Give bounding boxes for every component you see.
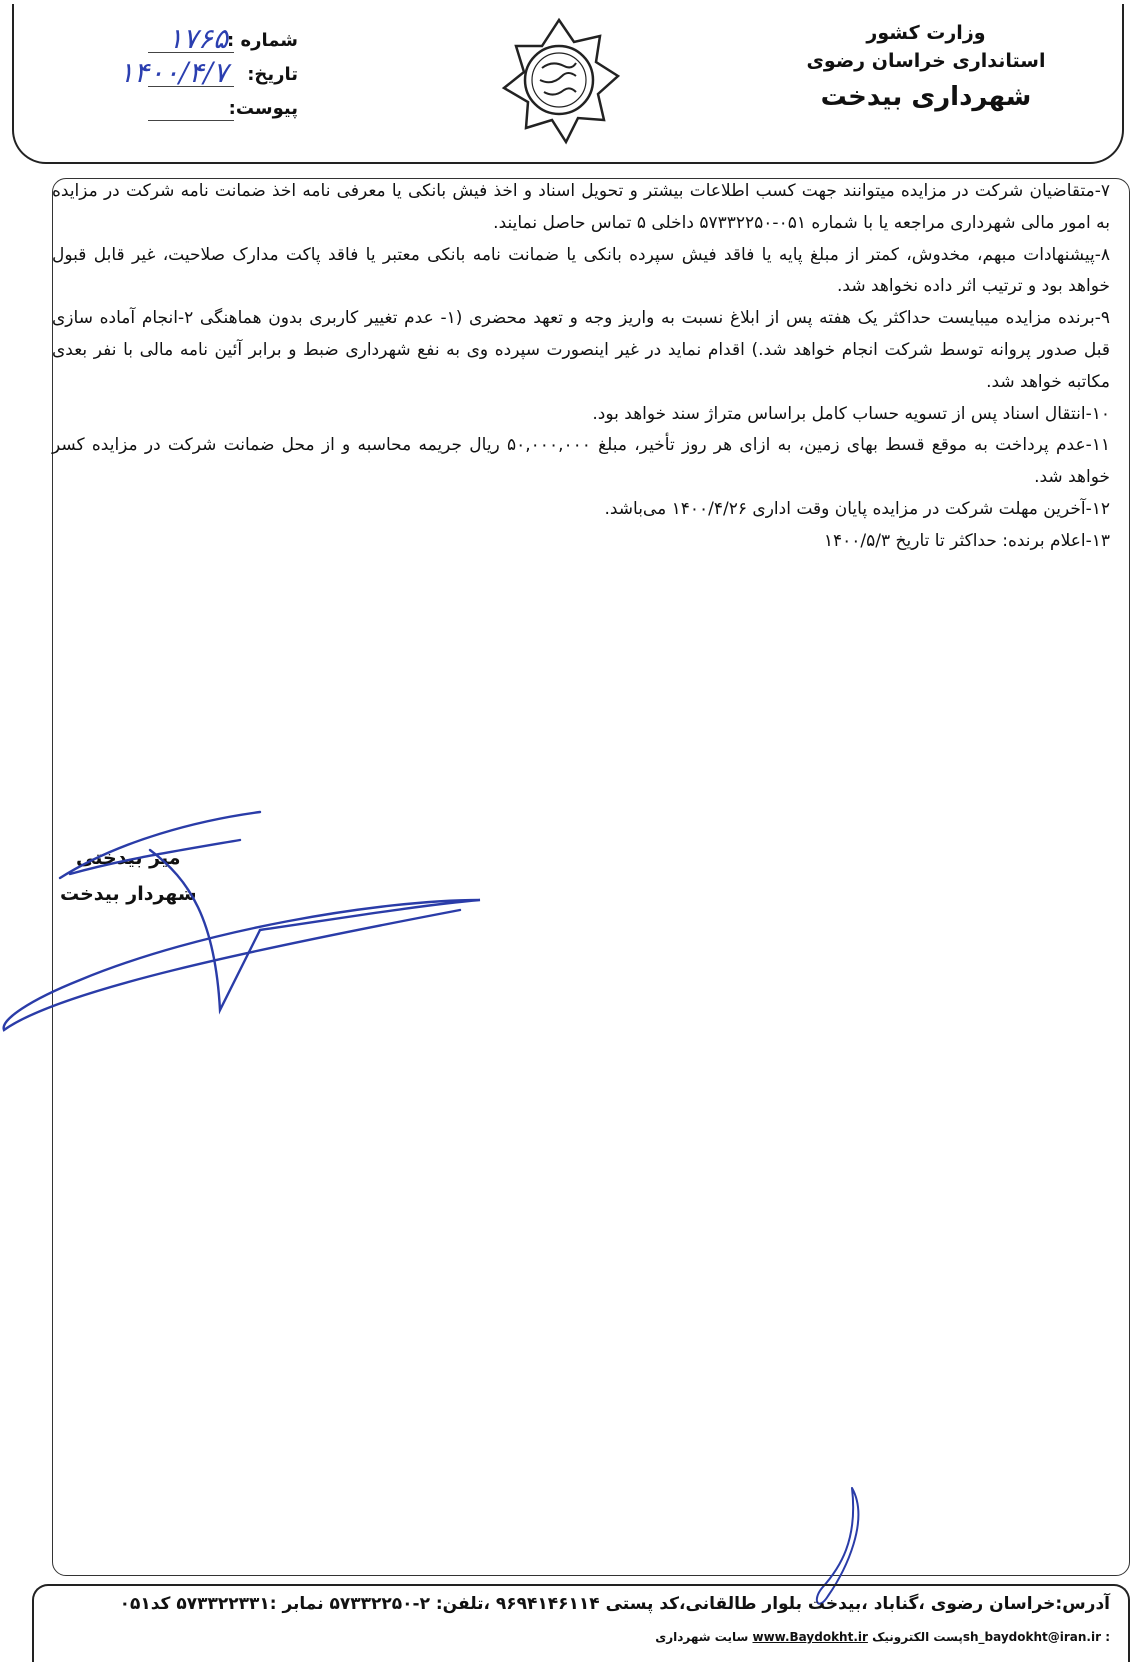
clause-9: ۹-برنده مزایده میبایست حداکثر یک هفته پس از ابلاغ نسبت به واریز وجه و تعهد محضری (۱- عدم تغییر کاربری بدون هماهنگی ۲-انجام آماده سازی قبل صدور پروانه توسط شرکت انجام خواهد شد.) اقدام نماید در غیر اینصورت سپرده وی به نفع شهرداری ضبط و برابر آئین نامه مالی با نفر بعدی مکاتبه خواهد شد. [52, 308, 1110, 392]
footer-email[interactable]: sh_baydokht@iran.ir [962, 1630, 1102, 1644]
clause-13: ۱۳-اعلام برنده: حداکثر تا تاریخ ۱۴۰۰/۵/۳ [823, 530, 1110, 551]
footer-email-caption: پست الکترونیک [872, 1630, 963, 1644]
footer-website-caption: سایت شهرداری [655, 1630, 749, 1644]
governorate-name: استانداری خراسان رضوی [806, 50, 1046, 72]
letter-number-row [138, 22, 298, 60]
letter-attachment-row [138, 94, 298, 128]
clause-7: ۷-متقاضیان شرکت در مزایده میتوانند جهت کسب اطلاعات بیشتر و تحویل اسناد و اخذ فیش بانکی یا معرفی نامه اخذ ضمانت نامه شرکت در مزایده به امور مالی شهرداری مراجعه یا با شماره ۰۵۱-۵۷۳۳۲۲۵۰ داخلی ۵ تماس حاصل نمایند. [52, 181, 1110, 233]
signatory-title: شهردار بیدخت [60, 883, 197, 905]
clause-12: ۱۲-آخرین مهلت شرکت در مزایده پایان وقت اداری ۱۴۰۰/۴/۲۶ می‌باشد. [604, 498, 1110, 519]
municipality-name: شهرداری بیدخت [820, 82, 1032, 112]
signatory-name: میر بیدختی [76, 847, 181, 869]
municipality-emblem-icon [494, 16, 624, 146]
letter-number-label: شماره : [227, 30, 298, 51]
letter-date-line [148, 86, 234, 87]
letter-number-value: ۱۷۶۵ [167, 22, 228, 55]
footer-email-label: : [1101, 1630, 1110, 1644]
footer-website-link[interactable]: www.Baydokht.ir [752, 1630, 868, 1644]
clause-11: ۱۱-عدم پرداخت به موقع قسط بهای زمین، به ازای هر روز تأخیر، مبلغ ۵۰,۰۰۰,۰۰۰ ریال جریمه محاسبه و از محل ضمانت شرکت در مزایده کسر خواهد شد. [52, 435, 1110, 488]
ministry-name: وزارت کشور [866, 22, 986, 44]
clause-10: ۱۰-انتقال اسناد پس از تسویه حساب کامل براساس متراژ سند خواهد بود. [592, 403, 1110, 424]
letter-attachment-line [148, 120, 234, 121]
clause-8: ۸-پیشنهادات مبهم، مخدوش، کمتر از مبلغ پایه یا فاقد فیش سپرده بانکی یا ضمانت نامه بانکی معتبر یا فاقد پاکت مدارک صلاحیت، غیر قابل قبول خواهد بود و ترتیب اثر داده نخواهد شد. [52, 244, 1110, 297]
footer-contact [50, 1630, 1110, 1644]
letter-number-line [148, 52, 234, 53]
letter-attachment-label: پیوست: [228, 98, 298, 119]
letter-date-row [118, 56, 298, 94]
footer-address: آدرس:خراسان رضوی ،گناباد ،بیدخت بلوار طالقانی،کد پستی ۹۶۹۴۱۴۶۱۱۴ ،تلفن: ۲-۵۷۳۳۲۲۵۰ نمابر :۵۷۳۳۲۲۳۳۱ کد۰۵۱ [119, 1594, 1110, 1614]
letter-body [52, 176, 1110, 558]
letterhead-title [796, 20, 1056, 118]
letter-meta [118, 22, 298, 128]
letter-date-value: ۱۴۰۰/۴/۷ [118, 56, 228, 89]
letter-date-label: تاریخ: [247, 64, 298, 85]
signature-block [60, 840, 197, 912]
